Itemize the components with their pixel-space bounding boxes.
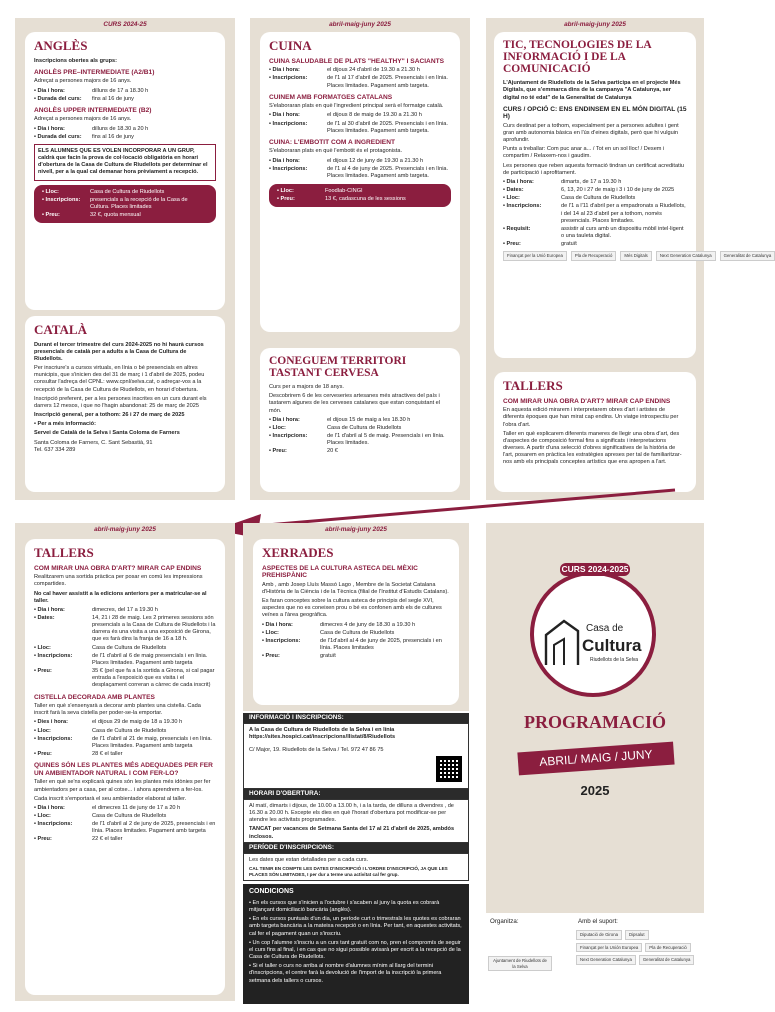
row-value: fins al 16 de juny — [92, 95, 134, 102]
xerrades-p2: Es faran conceptes sobre la cultura asteca de principis del segle XVI, aspectes que no es coneixen prou o bé es confonen amb els de cultures veïnes a l'àrea geogràfica. — [262, 598, 442, 619]
panel-banner: abril-maig-juny 2025 — [564, 21, 626, 28]
row-key: • Inscripcions: — [262, 638, 320, 652]
periode-box — [243, 853, 469, 881]
tic-p1: L'Ajuntament de Riudellots de la Selva participa en el projecte Més Digitals, que s'emmarca dins de la campanya "A Catalunya, ser digital no té edat" de la Generalitat de Catalunya — [503, 80, 681, 101]
info-row — [42, 189, 208, 196]
info-row — [34, 126, 216, 133]
info-line2: C/ Major, 19. Riudellots de la Selva / Tel. 972 47 86 75 — [249, 747, 384, 754]
row-key: • Preu: — [42, 212, 90, 219]
info-row — [503, 203, 687, 224]
panel-banner: abril-maig-juny 2025 — [329, 21, 391, 28]
cultura-label: Cultura — [582, 636, 642, 655]
info-row — [269, 112, 451, 119]
row-key: • Preu: — [503, 241, 561, 248]
horari-box — [243, 799, 469, 843]
xerrades-rows — [262, 622, 450, 661]
catala-p1: Durant el tercer trimestre del curs 2024-2025 no hi haurà cursos presencials de català per a adults a la Casa de Cultura de Riudellots. — [34, 341, 204, 362]
info-row — [34, 96, 216, 103]
info-row — [503, 179, 687, 186]
row-key: • Lloc: — [503, 195, 561, 202]
info-row — [34, 607, 216, 614]
horari-heading: HORARI D'OBERTURA: — [243, 789, 469, 799]
row-key: • Dies i hora: — [34, 719, 92, 726]
periode-note: CAL TENIR EN COMPTE LES DATES D'INSCRIPCIÓ I L'ORDRE D'INSCRIPCIÓ, JA QUE LES PLACES SÓN LIMITADES, I per dur a terme una activitat cal fer grup. — [249, 866, 448, 878]
taller3-p1: Taller en què se'ns explicarà quines són les plantes més idònies per fer ambientadors per a casa, per al cotxe... i ahora aprendrem a fer-los. — [34, 779, 211, 793]
row-value: el dijous 15 de maig a les 18.30 h — [327, 416, 411, 423]
sponsor-logo: Generalitat de Catalunya — [639, 955, 695, 965]
tallers-right-sub: COM MIRAR UNA OBRA D'ART? MIRAR CAP ENDINS — [503, 397, 671, 405]
periode-heading: PERÍODE D'INSCRIPCIONS: — [243, 843, 469, 853]
ajuntament-logo: Ajuntament de Riudellots de la Selva — [488, 956, 552, 971]
row-value: Foodlab-CINGI — [325, 188, 363, 195]
sponsor-logo: Next Generation Catalunya — [576, 955, 636, 965]
info-row — [277, 196, 443, 203]
row-value: el dijous 29 de maig de 18 a 19.30 h — [92, 719, 183, 726]
tallers-right-card — [494, 372, 696, 492]
horari-closed: TANCAT per vacances de Setmana Santa del 17 al 21 d'abril de 2025, ambdós inclosos. — [249, 826, 455, 840]
info-row — [269, 425, 451, 432]
info-row — [269, 166, 451, 180]
taller3-rows — [34, 805, 216, 844]
row-value: 32 €, quota mensual — [90, 211, 141, 218]
cuina-s1-title: CUINA SALUDABLE DE PLATS "HEALTHY" I SACIANTS — [269, 57, 445, 65]
row-key: • Requisit: — [503, 226, 561, 240]
sponsors-area — [486, 916, 704, 1008]
row-key: • Dia i hora: — [34, 607, 92, 614]
angles-notice: ELS ALUMNES QUE ES VOLEN INCORPORAR A UN GRUP, caldrà que facin la prova de col·locació obligatòria en horari d'obertura de la Casa de Cultura de Riudellots per determinar el nivell, per a la qual cal demanar hora prèviament a recepció. — [34, 144, 216, 181]
building-logo-icon — [542, 615, 582, 669]
taller1-p2: No cal haver assistit a la edicions anteriors per a matricular-se al taller. — [34, 590, 207, 604]
sponsor-logo: Generalitat de Catalunya — [720, 251, 775, 261]
info-row — [269, 433, 451, 447]
taller2-title: CISTELLA DECORADA AMB PLANTES — [34, 693, 155, 701]
sponsor-logo: Finançat per la Unión Europea — [576, 943, 642, 953]
tic-title: TIC, TECNOLOGIES DE LA INFORMACIÓ I DE LA COMUNICACIÓ — [503, 39, 652, 76]
tallers-right-p2: Taller en què explicarem diferents maneres de llegir una obra d'art, des d'aspectes de composició formal fins a significats i interpretacions diverses. A partir d'una selecció d'obres significatives de la història de l'art, posarem en pràctica les estratègies apreses per tal de familiaritzar-nos amb els principals conceptes artístics que ens apropen a l'art. — [503, 430, 682, 466]
casa-de-label: Casa de — [586, 623, 624, 634]
row-key: • Dates: — [34, 615, 92, 644]
row-key: • Dia i hora: — [269, 67, 327, 74]
row-value: assistir al curs amb un dispositiu mòbil intel·ligent o una tauleta digital. — [561, 225, 684, 239]
programacio-title: PROGRAMACIÓ — [524, 712, 666, 732]
tallers-right-title: TALLERS — [503, 378, 563, 393]
cuina-s1-rows — [269, 67, 451, 89]
row-value: de l'1d'abril al 4 de juny de 2025, presencials i en línia. Places limitades — [320, 637, 442, 652]
info-row — [34, 728, 216, 735]
row-value: fins al 16 de juny — [92, 133, 134, 140]
panel-5 — [243, 523, 469, 711]
angles-g1-title: ANGLÈS PRE–INTERMEDIATE (A2/B1) — [34, 68, 155, 76]
horari-text: Al matí, dimarts i dijous, de 10.00 a 13.00 h, i a la tarda, de dilluns a divendres , de 16.30 a 20.00 h. Excepte els dies en què l'horari d'obertura pot modificar-se per atendre les activitats programades. — [249, 803, 454, 824]
row-value: 22 € el taller — [92, 836, 123, 843]
cuina-s3-title: CUINA: L'EMBOTIT COM A INGREDIENT — [269, 138, 395, 146]
row-key: • Inscripcions: — [503, 203, 561, 224]
info-row — [34, 736, 216, 750]
row-key: • Dates: — [503, 187, 561, 194]
row-value: 6, 13, 20 i 27 de maig i 3 i 10 de juny de 2025 — [561, 187, 675, 194]
xerrades-card — [253, 539, 459, 705]
tic-logos — [503, 251, 772, 261]
row-key: • Inscripcions: — [269, 433, 327, 447]
tic-rows — [503, 179, 687, 248]
catala-p2: Per inscriure's a cursos virtuals, en línia o bé presencials en altres municipis, que s'inicien des del 31 de març i 1 d'abril de 2025, podeu consultar l'adreça del CPNL: www.cpnl/selva.cat, o adreçar-vos a la recepció de la Casa de Cultura de Riudellots, en horari d'obertura. — [34, 365, 205, 393]
cervesa-p2: Descobrirem 6 de les cerveseries artesanes més atractives del país i tastarem algunes de les cerveses catalanes que estan conquistant el món. — [269, 393, 441, 414]
cuina-s2-rows — [269, 112, 451, 134]
row-key: • Lloc: — [277, 188, 325, 195]
row-value: dilluns de 18.30 a 20 h — [92, 125, 149, 132]
catala-p8: Tel. 637 334 289 — [34, 446, 76, 453]
row-value: 35 € (pel que fa a la sortida a Girona, si cal pagar entrada a l'exposició que es visita i el desplaçament correran a càrrec de cada inscrit) — [92, 668, 215, 689]
tallers-left-title: TALLERS — [34, 545, 94, 560]
cuina-s3-rows — [269, 158, 451, 180]
row-key: • Preu: — [277, 196, 325, 203]
row-key: • Inscripcions: — [34, 653, 92, 667]
catala-p5: • Per a més informació: — [34, 421, 96, 428]
cuina-s2-title: CUINEM AMB FORMATGES CATALANS — [269, 93, 393, 101]
cover-panel — [486, 523, 704, 913]
catala-title: CATALÀ — [34, 322, 87, 337]
row-value: presencials a la recepció de la Casa de Cultura. Places limitades — [90, 196, 188, 210]
info-heading: INFORMACIÓ I INSCRIPCIONS: — [243, 713, 469, 723]
row-key: • Preu: — [269, 448, 327, 455]
row-key: • Lloc: — [42, 189, 90, 196]
info-row — [503, 241, 687, 248]
row-value: gratuït — [320, 653, 336, 660]
row-value: 14, 21 i 28 de maig. Les 2 primeres sessions són presencials a la Casa de Cultura de Riudellots i la darrera és una visita a una exposició de Girona, que es farà dins la franja de 16 a 18 h. — [92, 615, 216, 643]
row-value: el dijous 24 d'abril de 19.30 a 21.30 h — [327, 67, 420, 74]
angles-intro: Inscripcions obertes als grups: — [34, 57, 117, 64]
xerrades-sub: ASPECTES DE LA CULTURA ASTECA DEL MÈXIC PREHISPÀNIC — [262, 564, 418, 580]
periode-text: Les dates que estan detallades per a cada curs. — [249, 857, 369, 863]
row-value: dimecres, del 17 a 19.30 h — [92, 606, 158, 613]
cuina-bar-rows — [277, 188, 443, 203]
row-key: • Dia i hora: — [503, 179, 561, 186]
year-label: 2025 — [580, 783, 610, 798]
angles-g2-desc: Adreçat a persones majors de 16 anys. — [34, 116, 132, 123]
cuina-card — [260, 32, 460, 332]
row-value: dimarts, de 17 a 19.30 h — [561, 178, 622, 185]
conditions-title: CONDICIONS — [249, 888, 294, 895]
qr-code-icon[interactable] — [436, 756, 462, 782]
conditions-list — [249, 900, 463, 985]
row-key: • Preu: — [34, 668, 92, 689]
cervesa-rows — [269, 417, 451, 456]
catala-p3: Inscripció preferent, per a les persones inscrites en un curs durant els darrers 12 mesos, i que no l'hagin abandonat: 25 de març de 2025 — [34, 395, 207, 409]
angles-card — [25, 32, 225, 310]
info-row — [34, 645, 216, 652]
info-row — [269, 67, 451, 74]
tallers-right-p1: En aquesta edició mirarem i interpretarem obres d'art i artistes de diferents èpoques que han mirat cap endins. Un viatge introspectiu per l'obra d'art. — [503, 407, 679, 428]
cervesa-title: CONEGUEM TERRITORI TASTANT CERVESA — [269, 355, 407, 380]
cuina-s2-desc: S'elaboraran plats en què l'ingredient principal serà el formatge català. — [269, 103, 444, 110]
catala-p4: Inscripció general, per a tothom: 26 i 27 de març de 2025 — [34, 412, 185, 419]
info-row — [269, 417, 451, 424]
taller1-p1: Realitzarem una sortida pràctica per posar en comú les impressions compartides. — [34, 574, 203, 588]
row-key: • Dia i hora: — [262, 622, 320, 629]
cuina-info-bar — [269, 184, 451, 207]
catala-card — [25, 316, 225, 492]
suport-label: Amb el suport: — [578, 918, 618, 925]
row-value: de l'1 d'abril al 6 de maig presencials i en línia. Places limitades. Pagament amb targeta — [92, 652, 208, 666]
info-row — [269, 75, 451, 89]
info-row — [34, 821, 216, 835]
panel-banner: CURS 2024-25 — [103, 21, 147, 28]
tic-p4: Les persones que reben aquesta formació tindran un certificat acreditatiu de participació i aprofitament. — [503, 162, 684, 176]
row-key: • Dia i hora: — [34, 805, 92, 812]
info-row — [34, 751, 216, 758]
row-value: 28 € el taller — [92, 751, 123, 758]
taller3-p2: Cada inscrit s'emportarà el seu ambientador elaborat al taller. — [34, 795, 187, 802]
info-row — [262, 638, 450, 652]
row-key: • Durada del curs: — [34, 134, 92, 141]
row-value: el dijous 8 de maig de 19.30 a 21.30 h — [327, 112, 422, 119]
row-value: Casa de Cultura de Riudellots — [92, 727, 167, 734]
info-row — [503, 195, 687, 202]
angles-g1-desc: Adreçat a persones majors de 16 anys. — [34, 78, 132, 85]
row-value: Casa de Cultura de Riudellots — [92, 644, 167, 651]
catala-p7: Santa Coloma de Farners, C. Sant Sebastià, 91 — [34, 439, 153, 446]
info-row — [277, 188, 443, 195]
sponsor-logo: Pla de Recuperació — [645, 943, 691, 953]
angles-title: ANGLÈS — [34, 38, 88, 53]
xerrades-title: XERRADES — [262, 545, 334, 560]
sponsor-logo: Finançat per la Unió Europea — [503, 251, 567, 261]
row-value: Casa de Cultura de Riudellots — [320, 629, 395, 636]
sponsor-logo: Dipsalut — [625, 930, 649, 940]
panel-banner: abril-maig-juny 2025 — [94, 526, 156, 533]
row-value: Casa de Cultura de Riudellots — [327, 424, 402, 431]
tic-p3: Punts a treballar: Com puc anar a... / Tot en un sol lloc! / Desem i compartim / Relaxem-nos i gaudim. — [503, 146, 665, 160]
row-value: de l'1 d'abril al 5 de maig. Presencials i en línia. Places limitades. — [327, 433, 445, 447]
info-row — [34, 805, 216, 812]
info-row — [269, 158, 451, 165]
condition-item: • En els cursos puntuals d'un dia, un període curt o trimestrals les quotes es cobraran amb targeta bancària a la mateixa recepció o en línia. Per tant, en aquestes activitats, cal fer el pagament quan un s'inscriu. — [249, 916, 463, 937]
row-value: el dijous 12 de juny de 19.30 a 21.30 h — [327, 157, 424, 164]
xerrades-p1: Amb , amb Josep Lluís Massó Lago , Membre de la Societat Catalana d'Història de la Ciència i de la Tècnica (filial de l'Institut d'Estudis Catalans). — [262, 581, 449, 595]
info-row — [42, 212, 208, 219]
tic-sub: CURS / OPCIÓ C: ENS ENDINSEM EN EL MÓN DIGITAL (15 H) — [503, 105, 687, 121]
info-row — [262, 630, 450, 637]
taller1-rows — [34, 607, 216, 690]
row-key: • Dia i hora: — [269, 417, 327, 424]
row-key: • Lloc: — [269, 425, 327, 432]
info-row — [34, 653, 216, 667]
row-key: • Inscripcions: — [269, 121, 327, 135]
row-value: de l'1 a l'11 d'abril per a empadronats a Riudellots, i del 14 al 23 d'abril per a tothom, només presencials. Places limitades. — [561, 203, 686, 224]
row-value: de l'1 al 30 d'abril de 2025. Presencials i en línia. Places limitades. Pagament amb targeta. — [327, 120, 448, 134]
taller3-title: QUINES SÓN LES PLANTES MÉS ADEQUADES PER FER UN AMBIENTADOR NATURAL I COM FER-LO? — [34, 762, 213, 777]
row-value: de l'1 al 17 d'abril de 2025. Presencials i en línia. Places limitades. Pagament amb targeta. — [327, 75, 448, 89]
row-value: Casa de Cultura de Riudellots — [561, 195, 636, 202]
row-key: • Inscripcions: — [269, 166, 327, 180]
angles-info-bar — [34, 185, 216, 224]
panel-3 — [486, 18, 772, 500]
sponsor-logo: Next Generation Catalunya — [656, 251, 716, 261]
row-value: de l'1 d'abril al 2 de juny de 2025, presencials i en línia. Places limitades. Pagament amb targeta — [92, 821, 216, 835]
angles-bar-rows — [42, 189, 208, 220]
angles-g2-title: ANGLÈS UPPER INTERMEDIATE (B2) — [34, 106, 152, 114]
cuina-s3-desc: S'elaboraran plats en què l'embotit és el protagonista. — [269, 148, 403, 155]
info-row — [503, 187, 687, 194]
angles-g1-rows — [34, 88, 216, 103]
info-row — [269, 448, 451, 455]
info-row — [34, 719, 216, 726]
taller1-title: COM MIRAR UNA OBRA D'ART? MIRAR CAP ENDINS — [34, 564, 202, 572]
row-key: • Lloc: — [262, 630, 320, 637]
sponsor-logo: Diputació de Girona — [576, 930, 622, 940]
organitza-label: Organitza: — [490, 918, 519, 925]
cuina-title: CUINA — [269, 38, 312, 53]
taller2-rows — [34, 719, 216, 758]
info-row — [262, 653, 450, 660]
curs-badge: CURS 2024-2025 — [560, 563, 630, 576]
row-key: • Lloc: — [34, 728, 92, 735]
info-row — [34, 88, 216, 95]
info-row — [503, 226, 687, 240]
info-row — [34, 615, 216, 644]
info-box — [243, 723, 469, 789]
row-key: • Dia i hora: — [34, 126, 92, 133]
row-key: • Inscripcions: — [269, 75, 327, 89]
info-row — [34, 836, 216, 843]
months-banner: ABRIL/ MAIG / JUNY — [517, 742, 674, 776]
row-key: • Dia i hora: — [34, 88, 92, 95]
row-value: Casa de Cultura de Riudellots — [90, 188, 165, 195]
info-line1: A la Casa de Cultura de Riudellots de la Selva i en línia https://sites.hospici.cat/inscripcions/llistat/8/Riudellots — [249, 727, 396, 741]
row-key: • Preu: — [34, 751, 92, 758]
row-value: el dimecres 11 de juny de 17 a 20 h — [92, 804, 181, 811]
cervesa-card — [260, 348, 460, 492]
riudellots-label: Riudellots de la Selva — [590, 657, 639, 663]
tic-p2: Curs destinat per a tothom, especialment per a persones adultes i gent gran amb autonomia bàsica en l'ús d'eines digitals, però que hi vulguin aprofundir. — [503, 122, 679, 144]
row-key: • Inscripcions: — [34, 821, 92, 835]
row-key: • Lloc: — [34, 813, 92, 820]
panel-2 — [250, 18, 470, 500]
row-key: • Lloc: — [34, 645, 92, 652]
panel-4 — [15, 523, 235, 1001]
row-key: • Inscripcions: — [42, 197, 90, 211]
condition-item: • En els cursos que s'inicien a l'octubre i s'acaben al juny la quota es cobrarà mitjançant domiciliació bancària (anglès). — [249, 900, 463, 914]
row-key: • Inscripcions: — [34, 736, 92, 750]
panel-1 — [15, 18, 235, 500]
conditions-box — [243, 884, 469, 1004]
info-row — [34, 813, 216, 820]
row-value: Casa de Cultura de Riudellots — [92, 813, 167, 820]
row-key: • Preu: — [34, 836, 92, 843]
sponsor-logo: Més Digitals — [620, 251, 651, 261]
info-row — [34, 668, 216, 689]
panel-banner: abril-maig-juny 2025 — [325, 526, 387, 533]
catala-p6: Servei de Català de la Selva i Santa Coloma de Farners — [34, 430, 180, 437]
cervesa-p1: Curs per a majors de 18 anys. — [269, 384, 344, 391]
sponsor-logo: Pla de Recuperació — [571, 251, 617, 261]
row-value: dimecres 4 de juny de 18.30 a 19.30 h — [320, 621, 416, 628]
angles-g2-rows — [34, 126, 216, 141]
taller2-p1: Taller en què s'ensenyarà a decorar amb plantes una cistella. Cada inscrit farà la seva cistella per poder-se-la emportar. — [34, 703, 201, 717]
support-logos — [576, 930, 702, 965]
row-key: • Dia i hora: — [269, 158, 327, 165]
tallers-left-card — [25, 539, 225, 995]
tic-card — [494, 32, 772, 358]
row-value: 20 € — [327, 448, 338, 455]
row-key: • Preu: — [262, 653, 320, 660]
row-value: de l'1 d'abril al 21 de maig, presencials i en línia. Places limitades. Pagament amb targeta — [92, 735, 212, 749]
row-key: • Dia i hora: — [269, 112, 327, 119]
row-value: de l'1 al 4 de juny de 2025. Presencials i en línia. Places limitades. Pagament amb targeta. — [327, 165, 449, 179]
info-row — [262, 622, 450, 629]
condition-item: • Un cop l'alumne s'inscriu a un curs tant gratuït com no, pren el compromís de seguir el curs fins al final, i en cas que no sigui possible avisarà per escrit a la recepció de la Casa de Cultura de Riudellots. — [249, 940, 463, 961]
info-row — [269, 121, 451, 135]
condition-item: • Si el taller o curs no arriba al nombre d'alumnes mínim al llarg del termini d'inscripcions, el centre farà la devolució de l'import de la inscripció la primera setmana dels tallers o cursos. — [249, 963, 463, 984]
info-row — [42, 197, 208, 211]
row-key: • Durada del curs: — [34, 96, 92, 103]
row-value: 13 €, cadascuna de les sessions — [325, 196, 406, 203]
row-value: gratuït — [561, 241, 577, 248]
row-value: dilluns de 17 a 18.30 h — [92, 87, 149, 94]
info-row — [34, 134, 216, 141]
